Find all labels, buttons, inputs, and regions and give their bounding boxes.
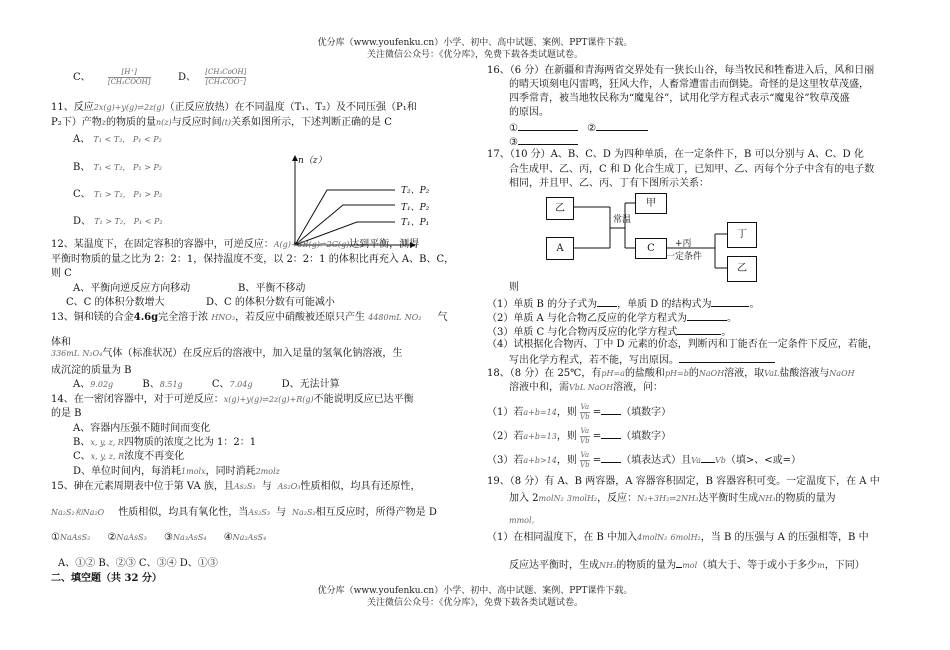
curve-label-1: T₂、P₂ [401, 186, 430, 196]
va-vb-fraction-3: $\frac{Va}{Vb}$ [580, 451, 590, 469]
right-column [470, 0, 950, 650]
cond-room-temp: 常温 [613, 215, 632, 225]
va-vb-fraction-1: $\frac{Va}{Vb}$ [580, 403, 590, 421]
q15-line-1: 15、砷在元素周期表中位于第 VA 族，且As₂S₃ 与 As₂O₃性质相似，均具有还原性， [51, 481, 421, 492]
q11-option-a: A、 T₁ < T₂， P₁ < P₂ [73, 134, 162, 145]
q15-products: ①NaAsS₂ ②NaAsS₃ ③Na₃AsS₄ ④Na₂AsS₄ [51, 532, 267, 543]
header-line-1: 优分库（www.youfenku.cn）小学、初中、高中试题、案例、PPT课件下载。 [317, 38, 633, 48]
q18-q2: （2）若a+b=13，则 $\frac{Va}{Vb}$ = （填数字） [487, 427, 672, 445]
footer-line-2: 关注微信公众号：《优分库》，免费下载各类试题试卷。 [366, 598, 583, 608]
q12-option-d: D、C 的体积分数有可能减小 [206, 297, 335, 308]
blank-d-structure[interactable] [711, 296, 749, 307]
q18-q3: （3）若a+b>14，则 $\frac{Va}{Vb}$ = （填表达式）且Va Vb（填>、<或=） [487, 451, 802, 469]
q13-line-1: 13、铜和镁的合金4.6g完全溶于浓 HNO₃，若反应中硝酸被还原只产生 4480mL NO₂ 气 [51, 312, 448, 323]
q16-line-3: 四季常青，被当地牧民称为“魔鬼谷”，试用化学方程式表示“魔鬼谷”牧草茂盛 [509, 93, 850, 104]
q17-line-1: 17、（10 分）A、B、C、D 为四种单质，在一定条件下，B 可以分别与 A、C、D 化 [487, 149, 864, 160]
q16-line-2: 的晴天顷刻电闪雷鸣，狂风大作，人畜常遭雷击而倒毙。奇怪的是这里牧草茂盛， [509, 79, 869, 90]
q15-line-2: Na₂S₂和Na₂O 性质相似，均具有氧化性，当As₂S₃ 与 Na₂S₂相互反应时，所得产物是 D [51, 507, 437, 518]
answer-blank-1[interactable] [518, 120, 578, 131]
q12-line-1: 12、某温度下，在固定容积的容器中，可逆反应：A(g)+3B(g)⇌2C(g)达到平衡，测得 [51, 239, 420, 250]
section-2-title: 二、填空题（共 32 分） [51, 573, 162, 584]
q14-line-1: 14、在一密闭容器中，对于可逆反应：x(g)+y(g)⇌2z(g)+R(g)不能说明反应已达平衡 [51, 394, 414, 405]
q17-line-3: 相同，并且甲、乙、丙、丁有下图所示关系： [509, 178, 709, 189]
curve-label-3: T₁、P₁ [401, 218, 430, 228]
box-c: C [635, 238, 667, 259]
graph-y-label: n（z） [298, 156, 327, 166]
left-column [0, 0, 470, 650]
cond-plus-bing: +丙 [675, 239, 692, 249]
q17-sub-3: （3）单质 C 与化合物丙反应的化学方程式 。 [487, 324, 731, 339]
q10-d-fraction: $\frac{\text{[CH₃CoOH]}}{\text{[CH₃COO⁻]}}$ [205, 68, 247, 86]
q14-option-d: D、单位时间内，每消耗1molx，同时消耗2molz [73, 466, 280, 477]
q17-sub-2: （2）单质 A 与化合物乙反应的化学方程式为 。 [487, 310, 737, 325]
blank-eq-3[interactable] [677, 324, 721, 335]
curve-label-2: T₁、P₂ [401, 203, 430, 213]
q10-option-c: C、 $\frac{[H^+]}{\text{[CH₃COOH]}}$ [73, 68, 151, 86]
q18-line-1: 18、（8 分）在 25℃，有pH=a的盐酸和pH=b的NaOH溶液，取VaL盐酸溶液与NaOH [487, 368, 855, 379]
q19-sub-1: （1）在相同温度下，在 B 中加入4molN₂ 6molH₂，当 B 的压强与 A 的压强相等，B 中 [487, 532, 869, 543]
q17-sub-1: （1）单质 B 的分子式为 ，单质 D 的结构式为 。 [487, 296, 759, 311]
q16-line-4: 的原因。 [509, 107, 549, 118]
q16-blanks-row-1: ① ② [509, 120, 648, 135]
q11-option-d: D、 T₁ > T₂， P₁ < P₂ [73, 216, 163, 227]
q19-line-1: 19、（8 分）有 A、B 两容器，A 容器容积固定，B 容器容积可变。一定温度下，在 A 中 [487, 476, 880, 487]
q11-line-1: 11、反应2x(g)+y(g)⇌2z(g)（正反应放热）在不同温度（T₁、T₂）及不同压强（P₁和 [51, 102, 417, 113]
q11-option-c: C、 T₁ > T₂， P₁ > P₂ [73, 189, 163, 200]
q12-option-a: A、平衡向逆反应方向移动 [73, 283, 191, 294]
box-ding: 丁 [727, 222, 757, 248]
blank-q18-3[interactable] [601, 452, 621, 463]
header-line-2: 关注微信公众号：《优分库》，免费下载各类试题试卷。 [366, 50, 583, 60]
blank-q18-compare[interactable] [701, 452, 715, 463]
q14-option-c: C、x, y, z, R浓度不再变化 [73, 451, 185, 462]
box-jia: 甲 [635, 193, 667, 214]
page-footer [0, 585, 950, 609]
q18-line-2: 溶液中和，需VbL NaOH溶液，问： [509, 382, 664, 393]
q11-option-b: B、 T₁ < T₂， P₁ > P₂ [73, 162, 162, 173]
q17-sub-4: （4）试根据化合物丙、丁中 D 元素的价态，判断丙和丁能否在一定条件下反应，若能， [487, 339, 878, 350]
q19-line-3: mmol。 [509, 516, 540, 525]
q14-line-2: 的是 B [51, 408, 82, 419]
q10-c-fraction: $\frac{[H^+]}{\text{[CH₃COOH]}}$ [107, 68, 151, 86]
q13-line-2: 体和 [51, 337, 71, 348]
va-vb-fraction-2: $\frac{Va}{Vb}$ [580, 427, 590, 445]
footer-line-1: 优分库（www.youfenku.cn）小学、初中、高中试题、案例、PPT课件下载。 [317, 586, 633, 596]
box-a: A [546, 237, 574, 260]
blank-eq-2[interactable] [687, 310, 727, 321]
q17-line-2: 合生成甲、乙、丙，C 和 D 化合生成丁，已知甲、乙、丙每个分子中含有的电子数 [509, 164, 875, 175]
blank-eq-4[interactable] [679, 352, 775, 363]
q11-graph [285, 150, 460, 250]
answer-blank-3[interactable] [518, 134, 578, 145]
q13-line-3: 成沉淀的质量为 B [51, 365, 132, 376]
curve-t2-p2 [295, 190, 395, 245]
q13-options: A、9.02g B、8.51g C、7.04g D、无法计算 [73, 379, 340, 390]
blank-b-formula[interactable] [597, 296, 617, 307]
q12-line-3: 则 C [51, 268, 72, 279]
q18-q1: （1）若a+b=14，则 $\frac{Va}{Vb}$ = （填数字） [487, 403, 672, 421]
q17-sub-4b: 写出化学方程式，若不能，写出原因。 [509, 352, 775, 367]
q11-line-2: P₂下）产物z的物质的量n(z)与反应时间(t)关系如图所示，下述判断正确的是 C [51, 117, 392, 128]
q10-option-d: D、 $\frac{\text{[CH₃CoOH]}}{\text{[CH₃COO⁻]}}$ [178, 68, 247, 86]
q12-option-b: B、平衡不移动 [238, 283, 306, 294]
q14-option-a: A、容器内压强不随时间而变化 [73, 423, 211, 434]
q19-sub-2: 反应达平衡时，生成NH₃的物质的量为 mol（填大于、等于或小于多少m，下同） [509, 557, 865, 572]
box-yi-right: 乙 [727, 256, 757, 282]
q19-line-2: 加入 2molN₂ 3molH₂，反应：N₂+3H₂⇌2NH₃达平衡时生成NH₃的物质的量为 [509, 493, 836, 504]
q15-options: A、①② B、②③ C、③④ D、①③ [58, 558, 218, 569]
q14-option-b: B、x, y, z, R四物质的浓度之比为 1：2：1 [73, 437, 257, 448]
blank-q18-1[interactable] [601, 404, 621, 415]
cond-certain: 一定条件 [666, 252, 703, 262]
answer-blank-2[interactable] [596, 120, 648, 131]
box-yi-left: 乙 [546, 197, 574, 220]
blank-q18-2[interactable] [601, 428, 621, 439]
q12-line-2: 平衡时物质的量之比为 2：2：1，保持温度不变，以 2：2：1 的体积比再充入 A、B、C， [51, 254, 455, 265]
q13-line-2c: 336mL N₂O₄气体（标准状况）在反应后的溶液中，加入足量的氢氧化钠溶液，生 [51, 348, 403, 359]
q17-ze: 则 [509, 282, 519, 293]
q16-blanks-row-2: ③ [509, 134, 578, 149]
q12-option-c: C、C 的体积分数增大 [66, 297, 165, 308]
q16-line-1: 16、（6 分）在新疆和青海两省交界处有一狭长山谷，每当牧民和牲畜进入后，风和日丽 [487, 65, 875, 76]
